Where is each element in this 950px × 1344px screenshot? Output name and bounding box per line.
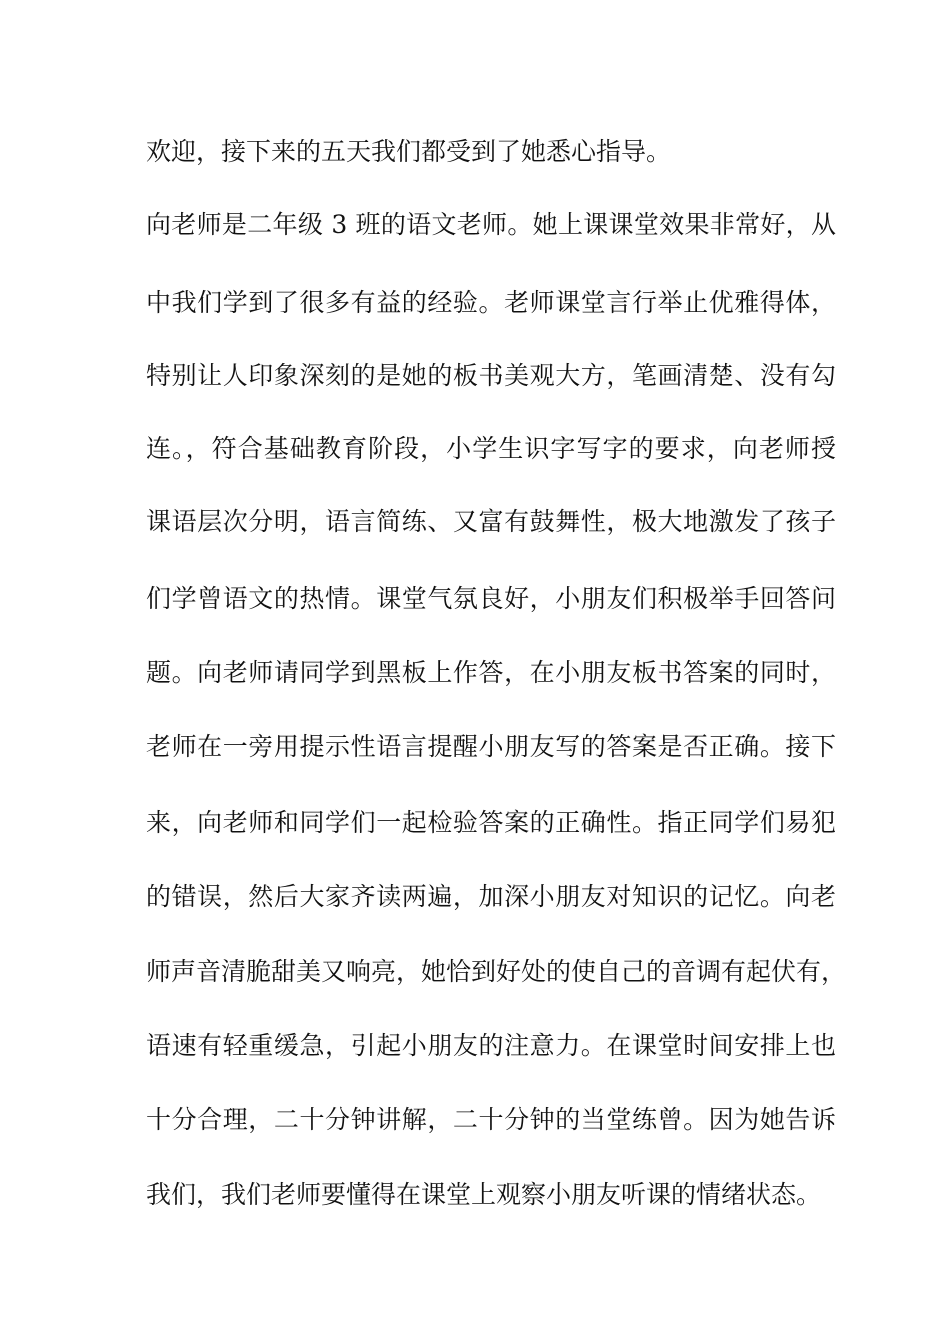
text-line: 欢迎，接下来的五天我们都受到了她悉心指导。	[146, 137, 672, 166]
text-line: 向老师是二年级 3 班的语文老师。她上课课堂效果非常好，从	[146, 210, 836, 239]
text-line: 我们，我们老师要懂得在课堂上观察小朋友听课的情绪状态。	[146, 1180, 822, 1209]
text-line: 特别让人印象深刻的是她的板书美观大方，笔画清楚、没有勾	[146, 361, 836, 390]
text-line: 来，向老师和同学们一起检验答案的正确性。指正同学们易犯	[146, 808, 836, 837]
text-line: 十分合理，二十分钟讲解，二十分钟的当堂练曾。因为她告诉	[146, 1105, 836, 1134]
text-line: 语速有轻重缓急，引起小朋友的注意力。在课堂时间安排上也	[146, 1031, 836, 1060]
text-line: 连。，符合基础教育阶段，小学生识字写字的要求，向老师授	[146, 434, 836, 463]
text-line: 的错误，然后大家齐读两遍，加深小朋友对知识的记忆。向老	[146, 882, 836, 911]
text-line: 题。向老师请同学到黑板上作答，在小朋友板书答案的同时，	[146, 658, 836, 687]
text-line: 师声音清脆甜美又响亮，她恰到好处的使自己的音调有起伏有，	[146, 957, 847, 986]
text-line: 们学曾语文的热情。课堂气氛良好，小朋友们积极举手回答问	[146, 584, 836, 613]
text-line: 中我们学到了很多有益的经验。老师课堂言行举止优雅得体，	[146, 288, 836, 317]
text-line: 老师在一旁用提示性语言提醒小朋友写的答案是否正确。接下	[146, 732, 836, 761]
text-line: 课语层次分明，语言简练、又富有鼓舞性，极大地激发了孩子	[146, 507, 836, 536]
